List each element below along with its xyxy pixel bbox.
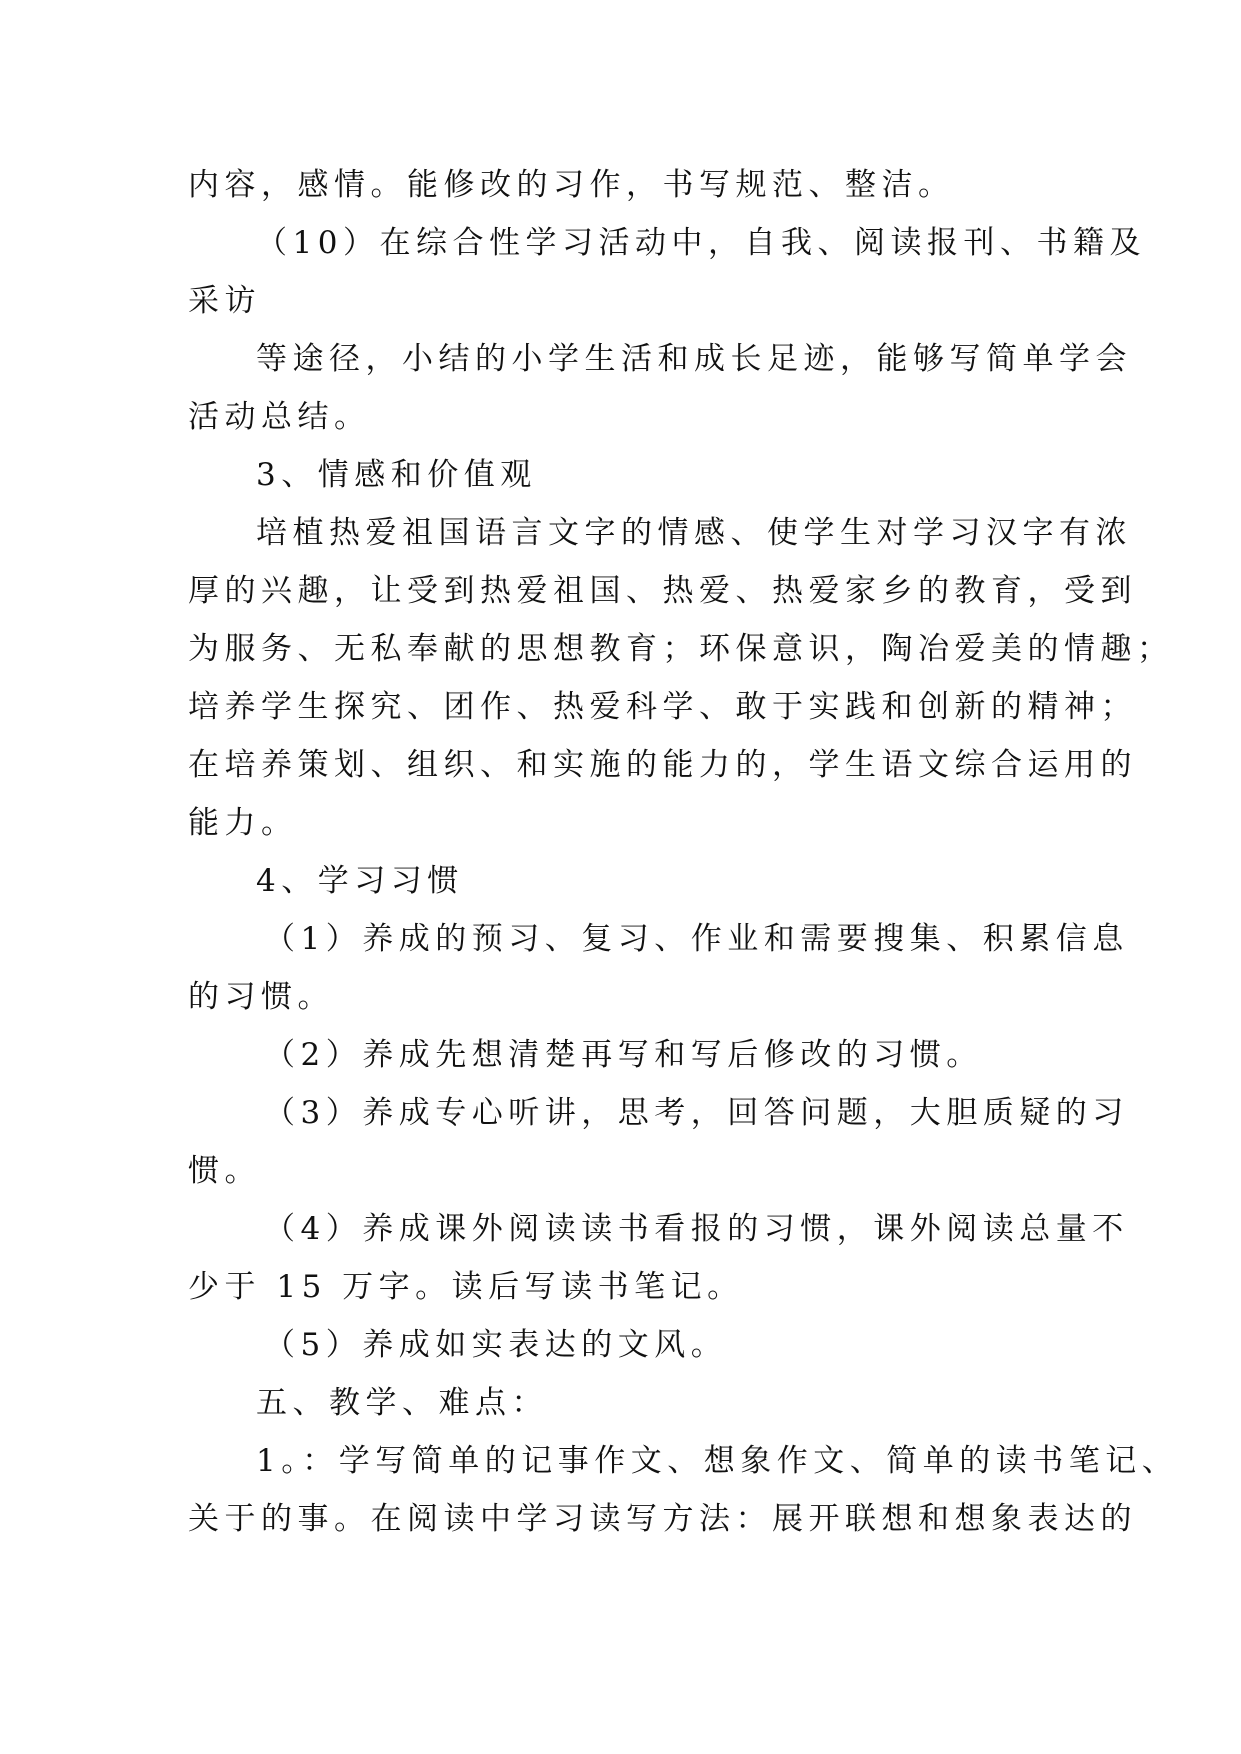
text-line: （10）在综合性学习活动中，自我、阅读报刊、书籍及 xyxy=(256,225,1146,261)
text-line: 能力。 xyxy=(188,805,298,841)
text-line: 关于的事。在阅读中学习读写方法：展开联想和想象表达的 xyxy=(188,1501,1137,1537)
text-line: 少于 15 万字。读后写读书笔记。 xyxy=(188,1269,744,1305)
text-line: 1。：学写简单的记事作文、想象作文、简单的读书笔记、 xyxy=(256,1443,1179,1479)
text-line: 惯。 xyxy=(188,1153,261,1189)
section-heading: 4、学习习惯 xyxy=(256,863,464,899)
text-line: 厚的兴趣，让受到热爱祖国、热爱、热爱家乡的教育，受到 xyxy=(188,573,1137,609)
text-line: 培养学生探究、团作、热爱科学、敢于实践和创新的精神； xyxy=(188,689,1137,725)
text-line: （3）养成专心听讲，思考，回答问题，大胆质疑的习 xyxy=(264,1095,1129,1131)
text-line: 培植热爱祖国语言文字的情感、使学生对学习汉字有浓 xyxy=(256,515,1132,551)
text-line: 等途径，小结的小学生活和成长足迹，能够写简单学会 xyxy=(256,341,1132,377)
text-line: （2）养成先想清楚再写和写后修改的习惯。 xyxy=(264,1037,983,1073)
text-line: 的习惯。 xyxy=(188,979,334,1015)
text-line: （5）养成如实表达的文风。 xyxy=(264,1327,728,1363)
text-line: 采访 xyxy=(188,283,261,319)
text-line: （4）养成课外阅读读书看报的习惯，课外阅读总量不 xyxy=(264,1211,1129,1247)
text-line: 活动总结。 xyxy=(188,399,371,435)
text-line: 为服务、无私奉献的思想教育；环保意识，陶冶爱美的情趣； xyxy=(188,631,1174,667)
text-line: （1）养成的预习、复习、作业和需要搜集、积累信息 xyxy=(264,921,1129,957)
text-line: 内容，感情。能修改的习作，书写规范、整洁。 xyxy=(188,167,955,203)
text-line: 在培养策划、组织、和实施的能力的，学生语文综合运用的 xyxy=(188,747,1137,783)
section-heading: 五、教学、难点： xyxy=(256,1385,548,1421)
section-heading: 3、情感和价值观 xyxy=(256,457,537,493)
